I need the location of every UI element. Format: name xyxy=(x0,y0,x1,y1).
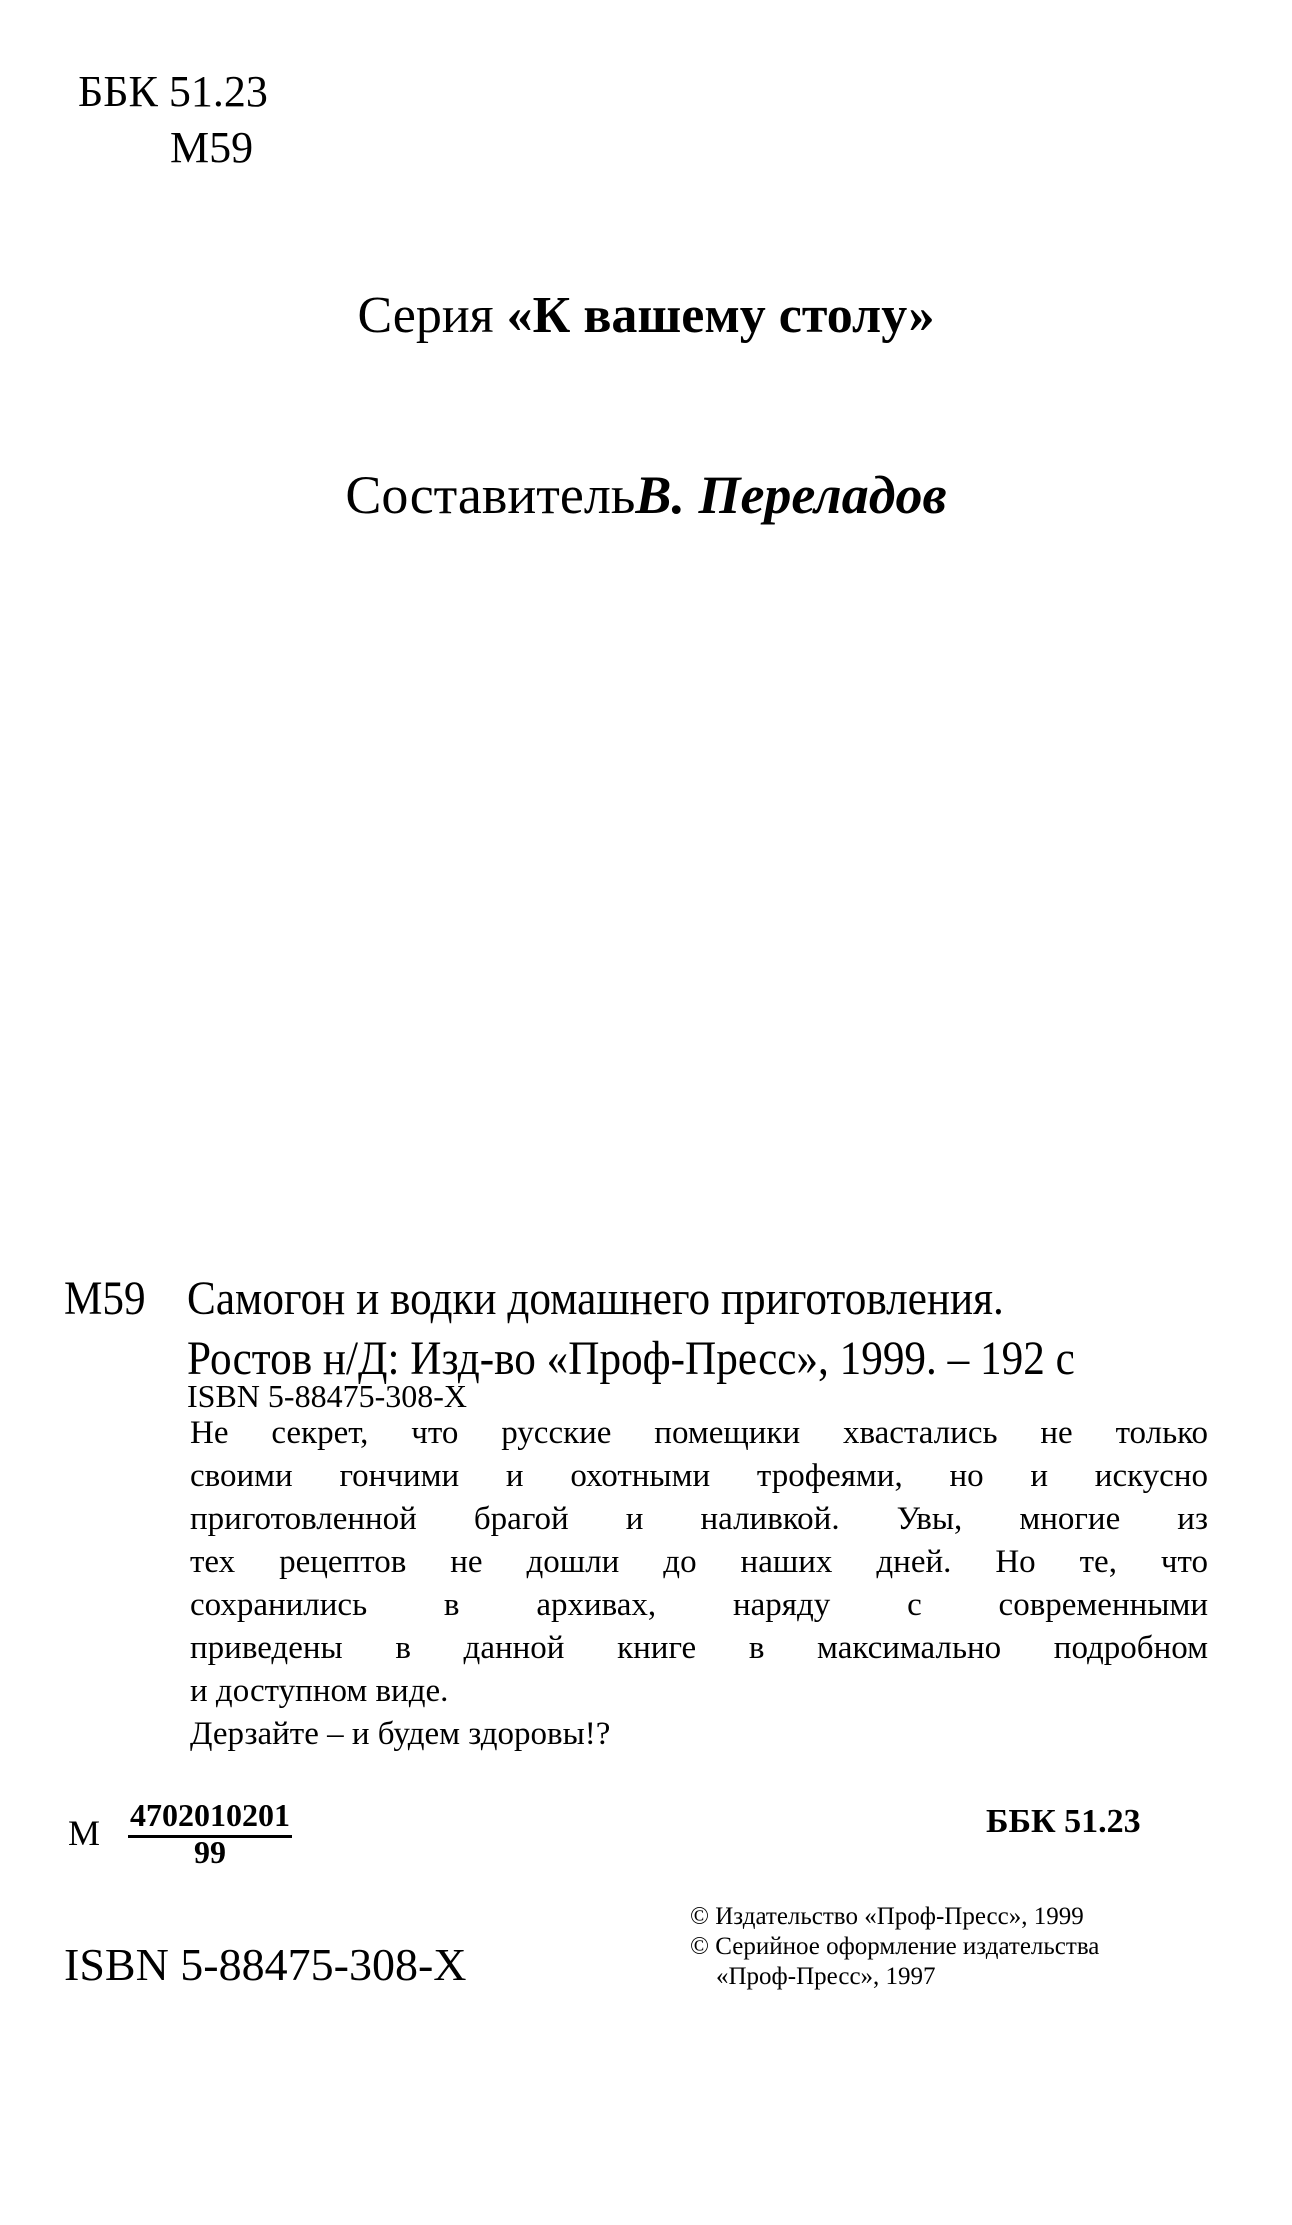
abstract-line: и доступном виде. xyxy=(190,1673,449,1709)
index-numerator: 4702010201 xyxy=(128,1797,292,1838)
abstract-line: своими гончими и охотными трофеями, но и искусно xyxy=(190,1458,1208,1494)
index-fraction xyxy=(128,1797,292,1871)
compiler-line xyxy=(0,465,1292,525)
copyright-line: «Проф-Пресс», 1997 xyxy=(716,1963,936,1990)
book-title: Самогон и водки домашнего приготовления. xyxy=(187,1272,1004,1325)
abstract-line: Дерзайте – и будем здоровы!? xyxy=(190,1716,611,1752)
abstract-line: сохранились в архивах, наряду с современными xyxy=(190,1587,1208,1623)
index-letter: М xyxy=(68,1813,101,1853)
bbk-code-top: ББК 51.23 xyxy=(78,67,268,116)
publication-info: Ростов н/Д: Изд-во «Проф-Пресс», 1999. – 192 с xyxy=(187,1332,1075,1385)
record-isbn: ISBN 5-88475-308-Х xyxy=(187,1378,467,1414)
copyright-line: © Серийное оформление издательства xyxy=(690,1933,1100,1960)
copyright-line: © Издательство «Проф-Пресс», 1999 xyxy=(690,1903,1084,1930)
isbn: ISBN 5-88475-308-Х xyxy=(64,1939,467,1990)
series-prefix: Серия xyxy=(357,287,494,344)
series-name: «К вашему столу» xyxy=(506,287,935,344)
compiler-label: Составитель xyxy=(345,465,636,525)
compiler-name: В. Переладов xyxy=(635,465,947,525)
abstract-line: тех рецептов не дошли до наших дней. Но те, что xyxy=(190,1544,1208,1580)
abstract-line: приготовленной брагой и наливкой. Увы, многие из xyxy=(190,1501,1208,1537)
copyright-block xyxy=(690,1902,1099,1992)
index-denominator: 99 xyxy=(194,1834,226,1870)
abstract xyxy=(190,1412,1208,1756)
abstract-line: Не секрет, что русские помещики хвастались не только xyxy=(190,1415,1208,1451)
series-title xyxy=(0,287,1292,344)
abstract-line: приведены в данной книге в максимально подробном xyxy=(190,1630,1208,1666)
bbk-code-bottom: ББК 51.23 xyxy=(986,1803,1141,1840)
record-code: М59 xyxy=(64,1272,146,1325)
author-mark-top: М59 xyxy=(170,123,254,172)
